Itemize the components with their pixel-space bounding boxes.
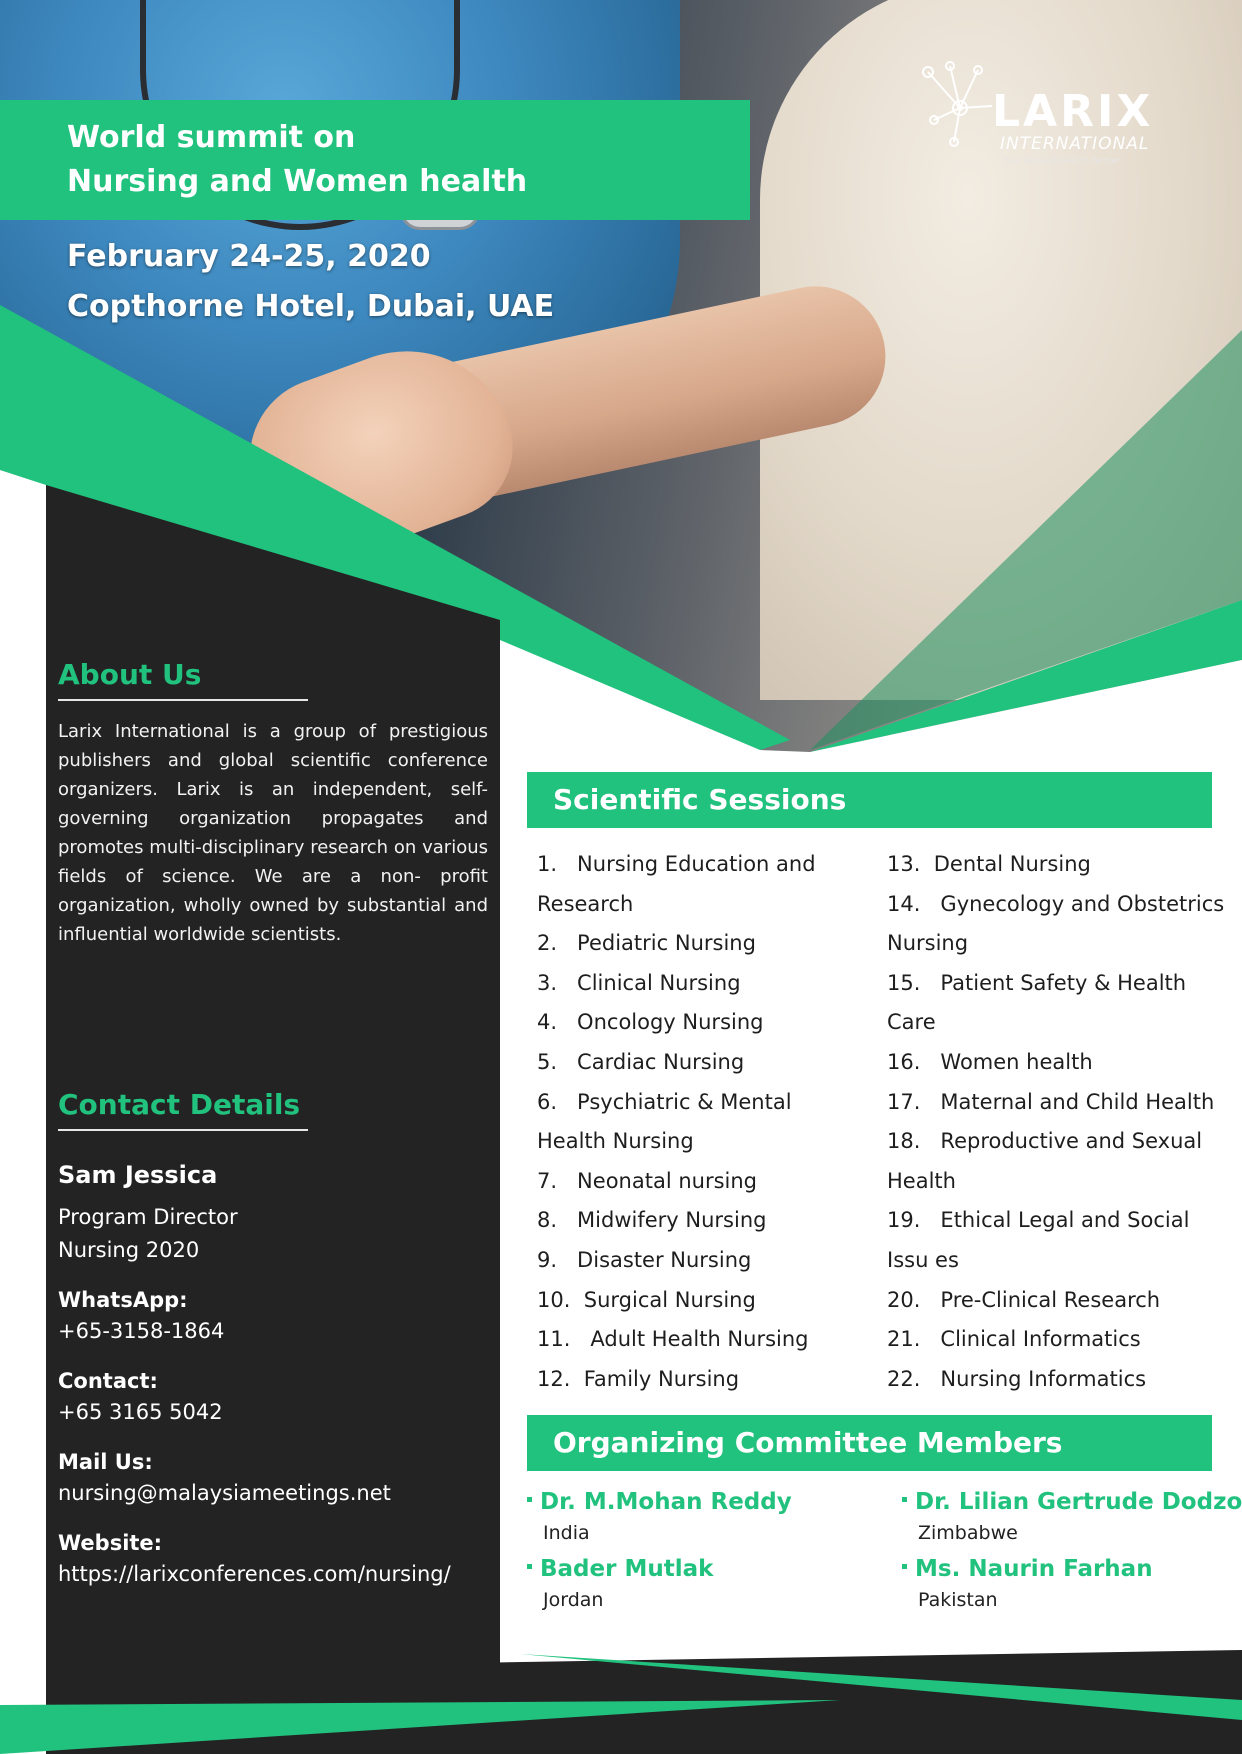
website-link[interactable]: https://larixconferences.com/nursing/ bbox=[58, 1562, 451, 1586]
session-line: 18. Reproductive and Sexual bbox=[887, 1129, 1203, 1154]
member-country: Jordan bbox=[543, 1589, 604, 1611]
session-line: Issu es bbox=[887, 1247, 959, 1272]
logo-wordmark: LARIX bbox=[992, 86, 1154, 137]
session-line: 20. Pre-Clinical Research bbox=[887, 1287, 1161, 1312]
session-line: 6. Psychiatric & Mental bbox=[537, 1089, 792, 1114]
about-underline bbox=[58, 699, 308, 701]
session-line: Nursing bbox=[887, 931, 969, 956]
committee-member bbox=[902, 1553, 1153, 1615]
bullet-icon bbox=[527, 1497, 532, 1502]
session-line: 16. Women health bbox=[887, 1049, 1093, 1074]
member-name: Dr. Lilian Gertrude Dodzo bbox=[915, 1489, 1242, 1515]
member-country: Pakistan bbox=[918, 1589, 998, 1611]
session-line: 19. Ethical Legal and Social bbox=[887, 1208, 1190, 1233]
contact-role-line-1: Program Director bbox=[58, 1205, 238, 1229]
contact-name: Sam Jessica bbox=[58, 1161, 218, 1189]
sessions-heading: Scientific Sessions bbox=[553, 783, 847, 816]
bullet-icon bbox=[902, 1564, 907, 1569]
email-label: Mail Us: bbox=[58, 1450, 153, 1474]
session-line: 17. Maternal and Child Health bbox=[887, 1089, 1215, 1114]
member-name: Bader Mutlak bbox=[540, 1556, 714, 1582]
committee-member bbox=[527, 1486, 792, 1548]
member-name: Ms. Naurin Farhan bbox=[915, 1556, 1153, 1582]
phone-number[interactable]: +65 3165 5042 bbox=[58, 1400, 223, 1424]
member-name: Dr. M.Mohan Reddy bbox=[540, 1489, 792, 1515]
session-line: 12. Family Nursing bbox=[537, 1366, 740, 1391]
website-label: Website: bbox=[58, 1531, 163, 1555]
event-title-line-1: World summit on bbox=[67, 120, 356, 155]
sessions-banner bbox=[527, 772, 1212, 828]
event-info bbox=[67, 232, 554, 332]
about-heading: About Us bbox=[58, 658, 202, 691]
committee-heading: Organizing Committee Members bbox=[553, 1426, 1063, 1459]
committee-banner bbox=[527, 1415, 1212, 1471]
event-venue: Copthorne Hotel, Dubai, UAE bbox=[67, 289, 555, 324]
session-line: 15. Patient Safety & Health bbox=[887, 970, 1187, 995]
session-line: 21. Clinical Informatics bbox=[887, 1327, 1141, 1352]
member-country: Zimbabwe bbox=[918, 1522, 1018, 1544]
contact-role-line-2: Nursing 2020 bbox=[58, 1238, 200, 1262]
logo-tagline: Your Global Research Partner bbox=[1004, 156, 1120, 165]
email-link[interactable]: nursing@malaysiameetings.net bbox=[58, 1481, 391, 1505]
contact-heading: Contact Details bbox=[58, 1088, 301, 1121]
phone-label: Contact: bbox=[58, 1369, 158, 1393]
about-text: Larix International is a group of prestigious publishers and global scientific conference organizers. Larix is an independent, self-governing organization propagates and promotes multi-disciplinary research on various fields of science. We are a non- profit organization, wholly owned by substantial and influential worldwide scientists. bbox=[58, 721, 488, 945]
session-line: 7. Neonatal nursing bbox=[537, 1168, 757, 1193]
bullet-icon bbox=[527, 1564, 532, 1569]
session-line: 4. Oncology Nursing bbox=[537, 1010, 764, 1035]
about-section bbox=[58, 655, 488, 949]
session-line: 14. Gynecology and Obstetrics bbox=[887, 891, 1225, 916]
event-date: February 24-25, 2020 bbox=[67, 239, 431, 274]
sessions-right-column bbox=[887, 845, 1224, 1399]
event-title-line-2: Nursing and Women health bbox=[67, 164, 528, 199]
session-line: 3. Clinical Nursing bbox=[537, 970, 741, 995]
whatsapp-label: WhatsApp: bbox=[58, 1288, 188, 1312]
committee-member bbox=[527, 1553, 713, 1615]
title-banner bbox=[0, 100, 750, 220]
session-line: 22. Nursing Informatics bbox=[887, 1366, 1147, 1391]
white-left-strip bbox=[0, 470, 46, 1754]
contact-section bbox=[58, 1085, 488, 1591]
contact-underline bbox=[58, 1129, 308, 1131]
session-line: Care bbox=[887, 1010, 936, 1035]
session-line: Research bbox=[537, 891, 634, 916]
session-line: 13. Dental Nursing bbox=[887, 852, 1091, 876]
session-line: 8. Midwifery Nursing bbox=[537, 1208, 767, 1233]
whatsapp-number[interactable]: +65-3158-1864 bbox=[58, 1319, 225, 1343]
session-line: 9. Disaster Nursing bbox=[537, 1247, 752, 1272]
session-line: 5. Cardiac Nursing bbox=[537, 1049, 745, 1074]
session-line: Health bbox=[887, 1168, 956, 1193]
bullet-icon bbox=[902, 1497, 907, 1502]
contact-role bbox=[58, 1201, 488, 1267]
session-line: 1. Nursing Education and bbox=[537, 852, 816, 876]
session-line: 2. Pediatric Nursing bbox=[537, 931, 756, 956]
committee-member bbox=[902, 1486, 1242, 1548]
session-line: 11. Adult Health Nursing bbox=[537, 1327, 809, 1352]
session-line: 10. Surgical Nursing bbox=[537, 1287, 756, 1312]
session-line: Health Nursing bbox=[537, 1129, 694, 1154]
larix-logo bbox=[920, 58, 1180, 168]
sessions-left-column bbox=[537, 845, 816, 1399]
member-country: India bbox=[543, 1522, 590, 1544]
logo-subtitle: INTERNATIONAL bbox=[1000, 134, 1150, 154]
